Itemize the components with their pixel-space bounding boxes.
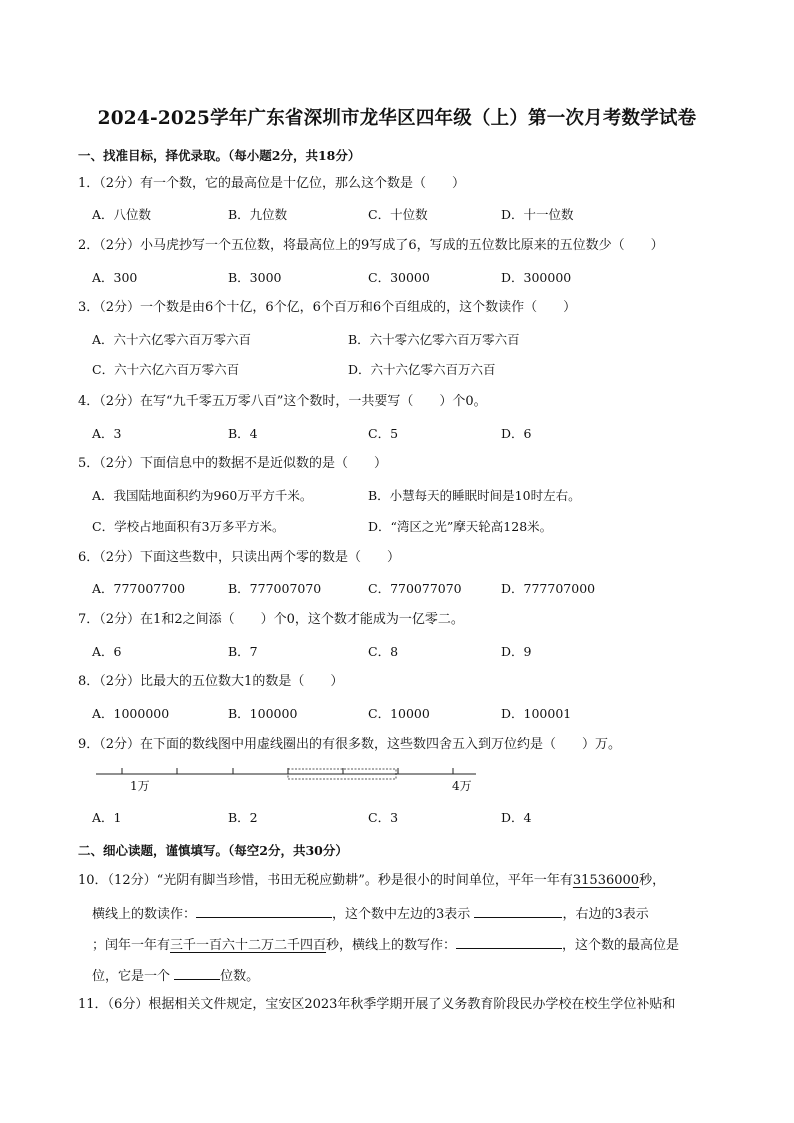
question-6-option-a: A．777007700 — [92, 581, 186, 596]
question-11-stem: 11．（6分）根据相关文件规定，宝安区2023年秋季学期开展了义务教育阶段民办学校在校生学位补贴和 — [78, 997, 676, 1012]
question-3-option-b: B．六十零六亿零六百万零六百 — [348, 332, 520, 347]
answer-blank[interactable] — [174, 965, 220, 980]
question-10-line-4 — [92, 965, 259, 986]
question-9-option-d: D．4 — [501, 810, 532, 825]
question-2-stem: 2．（2分）小马虎抄写一个五位数，将最高位上的9写成了6，写成的五位数比原来的五位数少（ ） — [78, 238, 664, 253]
q10-text: 位数。 — [220, 969, 260, 984]
question-4-option-c: C．5 — [368, 426, 399, 441]
number-line-left-label: 1万 — [130, 779, 150, 793]
question-2-option-c: C．30000 — [368, 270, 430, 285]
question-4-option-b: B．4 — [228, 426, 258, 441]
question-3-option-d: D．六十六亿零六百万六百 — [348, 362, 496, 377]
question-10-line-1 — [78, 872, 665, 890]
q10-text: ；闰年一年有 — [92, 938, 171, 953]
section-1-heading: 一、找准目标，择优录取。（每小题2分，共18分） — [78, 148, 361, 163]
question-1-option-a: A．八位数 — [92, 207, 152, 222]
question-9-option-a: A．1 — [92, 810, 122, 825]
question-8-option-b: B．100000 — [228, 706, 298, 721]
question-7-stem: 7．（2分）在1和2之间添（ ）个0，这个数才能成为一亿零二。 — [78, 612, 464, 627]
question-5-option-d: D．“湾区之光”摩天轮高128米。 — [368, 519, 553, 534]
question-8-option-d: D．100001 — [501, 706, 572, 721]
q10-text: 秒， — [639, 873, 666, 888]
question-3-option-a: A．六十六亿零六百万零六百 — [92, 332, 252, 347]
question-2-option-a: A．300 — [92, 270, 138, 285]
question-7-option-a: A．6 — [92, 644, 122, 659]
q10-underlined-words: 三千一百六十二万二千四百 — [170, 938, 327, 953]
question-5-option-c: C．学校占地面积有3万多平方米。 — [92, 519, 285, 534]
question-6-option-b: B．777007070 — [228, 581, 322, 596]
question-9-option-b: B．2 — [228, 810, 258, 825]
question-2-option-d: D．300000 — [501, 270, 572, 285]
question-6-option-d: D．777707000 — [501, 581, 596, 596]
q10-text: 10．（12分）“光阴有脚当珍惜，书田无税应勤耕”。秒是很小的时间单位，平年一年有 — [78, 873, 573, 888]
question-5-stem: 5．（2分）下面信息中的数据不是近似数的是（ ） — [78, 456, 388, 471]
question-10-line-3 — [92, 934, 679, 955]
answer-blank[interactable] — [474, 903, 562, 918]
page-title: 2024-2025学年广东省深圳市龙华区四年级（上）第一次月考数学试卷 — [97, 108, 697, 129]
question-4-stem: 4．（2分）在写“九千零五万零八百”这个数时，一共要写（ ）个0。 — [78, 394, 487, 409]
question-3-option-c: C．六十六亿六百万零六百 — [92, 362, 240, 377]
question-1-option-d: D．十一位数 — [501, 207, 574, 222]
question-7-option-b: B．7 — [228, 644, 258, 659]
q10-text: ，这个数中左边的3表示 — [332, 907, 471, 922]
question-6-stem: 6．（2分）下面这些数中，只读出两个零的数是（ ） — [78, 550, 401, 565]
question-7-option-d: D．9 — [501, 644, 532, 659]
question-10-line-2 — [92, 903, 649, 924]
question-9-stem: 9．（2分）在下面的数线图中用虚线圈出的有很多数，这些数四舍五入到万位约是（ ）万。 — [78, 737, 622, 752]
question-9-option-c: C．3 — [368, 810, 399, 825]
question-1-option-c: C．十位数 — [368, 207, 428, 222]
question-7-option-c: C．8 — [368, 644, 399, 659]
question-1-stem: 1．（2分）有一个数，它的最高位是十亿位，那么这个数是（ ） — [78, 176, 466, 191]
number-line-diagram — [92, 758, 482, 794]
question-1-option-b: B．九位数 — [228, 207, 288, 222]
question-3-stem: 3．（2分）一个数是由6个十亿，6个亿，6个百万和6个百组成的，这个数读作（ ） — [78, 300, 577, 315]
question-5-option-b: B．小慧每天的睡眠时间是10时左右。 — [368, 488, 581, 503]
question-4-option-a: A．3 — [92, 426, 122, 441]
question-5-option-a: A．我国陆地面积约为960万平方千米。 — [92, 488, 313, 503]
question-4-option-d: D．6 — [501, 426, 532, 441]
question-8-option-c: C．10000 — [368, 706, 430, 721]
question-2-option-b: B．3000 — [228, 270, 282, 285]
q10-text: 位，它是一个 — [92, 969, 171, 984]
answer-blank[interactable] — [196, 903, 332, 918]
number-line-right-label: 4万 — [452, 779, 472, 793]
question-6-option-c: C．770077070 — [368, 581, 462, 596]
question-8-option-a: A．1000000 — [92, 706, 170, 721]
answer-blank[interactable] — [456, 934, 562, 949]
q10-text: ，这个数的最高位是 — [562, 938, 680, 953]
q10-text: 横线上的数读作： — [92, 907, 197, 922]
section-2-heading: 二、细心读题，谨慎填写。（每空2分，共30分） — [78, 843, 348, 858]
q10-text: ，右边的3表示 — [562, 907, 649, 922]
q10-underlined-number: 31536000 — [572, 873, 640, 888]
q10-text: 秒，横线上的数写作： — [326, 938, 457, 953]
question-8-stem: 8．（2分）比最大的五位数大1的数是（ ） — [78, 674, 344, 689]
